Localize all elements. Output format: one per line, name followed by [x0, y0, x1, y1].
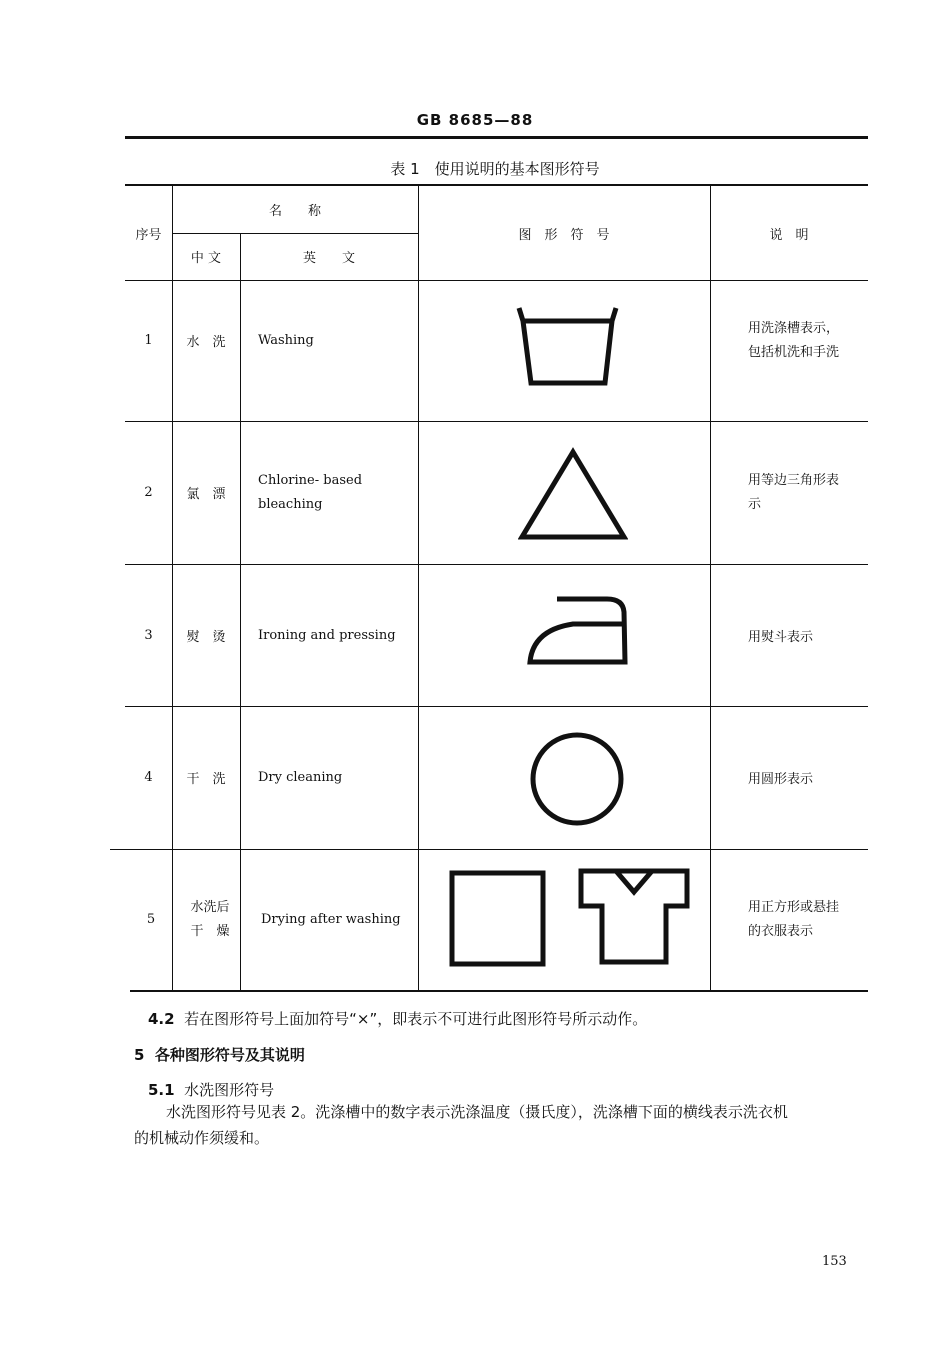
row-chinese-name: 氯 漂 [186, 487, 226, 502]
triangle-icon [518, 446, 628, 541]
header-description: 说 明 [769, 227, 809, 243]
row-seq: 1 [144, 333, 153, 348]
description-line: 包括机洗和手洗 [748, 344, 840, 360]
wash-tub-icon [515, 303, 620, 388]
description-line: 用洗涤槽表示， [748, 320, 840, 336]
iron-icon [525, 592, 630, 667]
row-chinese-name: 干 洗 [186, 772, 226, 787]
header-seq: 序号 [135, 227, 162, 243]
row-seq: 3 [144, 627, 153, 643]
page-number: 153 [822, 1254, 847, 1269]
row-description [748, 421, 868, 564]
description-line: 用等边三角形表 [748, 472, 840, 488]
section-title: 水洗图形符号 [184, 1081, 275, 1099]
row-english-name: Drying after washing [261, 912, 401, 927]
hanging-shirt-icon [576, 866, 692, 968]
row-english-name [258, 421, 418, 564]
section-5-heading [134, 1044, 305, 1065]
section-4-2 [148, 1008, 647, 1029]
row-chinese-name [176, 849, 244, 990]
header-rule [125, 136, 868, 139]
square-icon [448, 869, 548, 969]
chinese-name-line: 干 燥 [190, 923, 230, 939]
row-english-name: Ironing and pressing [258, 627, 396, 643]
section-number: 4.2 [148, 1010, 175, 1028]
header-english: 英 文 [302, 251, 355, 266]
row-seq: 5 [146, 912, 156, 927]
row-description: 用圆形表示 [748, 772, 814, 787]
paragraph-line: 水洗图形符号见表 2。洗涤槽中的数字表示洗涤温度（摄氏度），洗涤槽下面的横线表示洗衣机 [166, 1103, 788, 1121]
english-name-line: bleaching [258, 496, 323, 512]
section-text: 若在图形符号上面加符号“×”，即表示不可进行此图形符号所示动作。 [184, 1010, 648, 1028]
standard-header: GB 8685—88 [416, 111, 534, 129]
table-caption: 表 1 使用说明的基本图形符号 [390, 160, 600, 178]
row-chinese-name: 熨 烫 [186, 629, 226, 645]
english-name-line: Chlorine- based [258, 472, 363, 488]
row-seq: 4 [144, 770, 153, 785]
description-line: 用正方形或悬挂 [748, 899, 840, 915]
table-col-rule [710, 186, 711, 991]
paragraph-line: 的机械动作须缓和。 [134, 1129, 270, 1147]
section-title: 各种图形符号及其说明 [154, 1046, 305, 1064]
row-description: 用熨斗表示 [748, 629, 814, 645]
row-chinese-name: 水 洗 [186, 335, 226, 350]
section-number: 5 [134, 1046, 145, 1064]
section-number: 5.1 [148, 1081, 175, 1099]
chinese-name-line: 水洗后 [190, 899, 230, 915]
row-description [748, 849, 868, 990]
row-seq: 2 [144, 485, 153, 500]
header-chinese: 中 文 [190, 251, 222, 266]
row-english-name: Washing [258, 333, 314, 348]
row-description [748, 280, 868, 401]
section-5-1-heading [148, 1079, 274, 1100]
circle-icon [527, 731, 627, 827]
header-symbol: 图 形 符 号 [518, 227, 610, 243]
description-line: 的衣服表示 [748, 923, 814, 939]
description-line: 示 [748, 496, 762, 512]
header-name: 名 称 [268, 204, 321, 219]
row-english-name: Dry cleaning [258, 770, 343, 785]
